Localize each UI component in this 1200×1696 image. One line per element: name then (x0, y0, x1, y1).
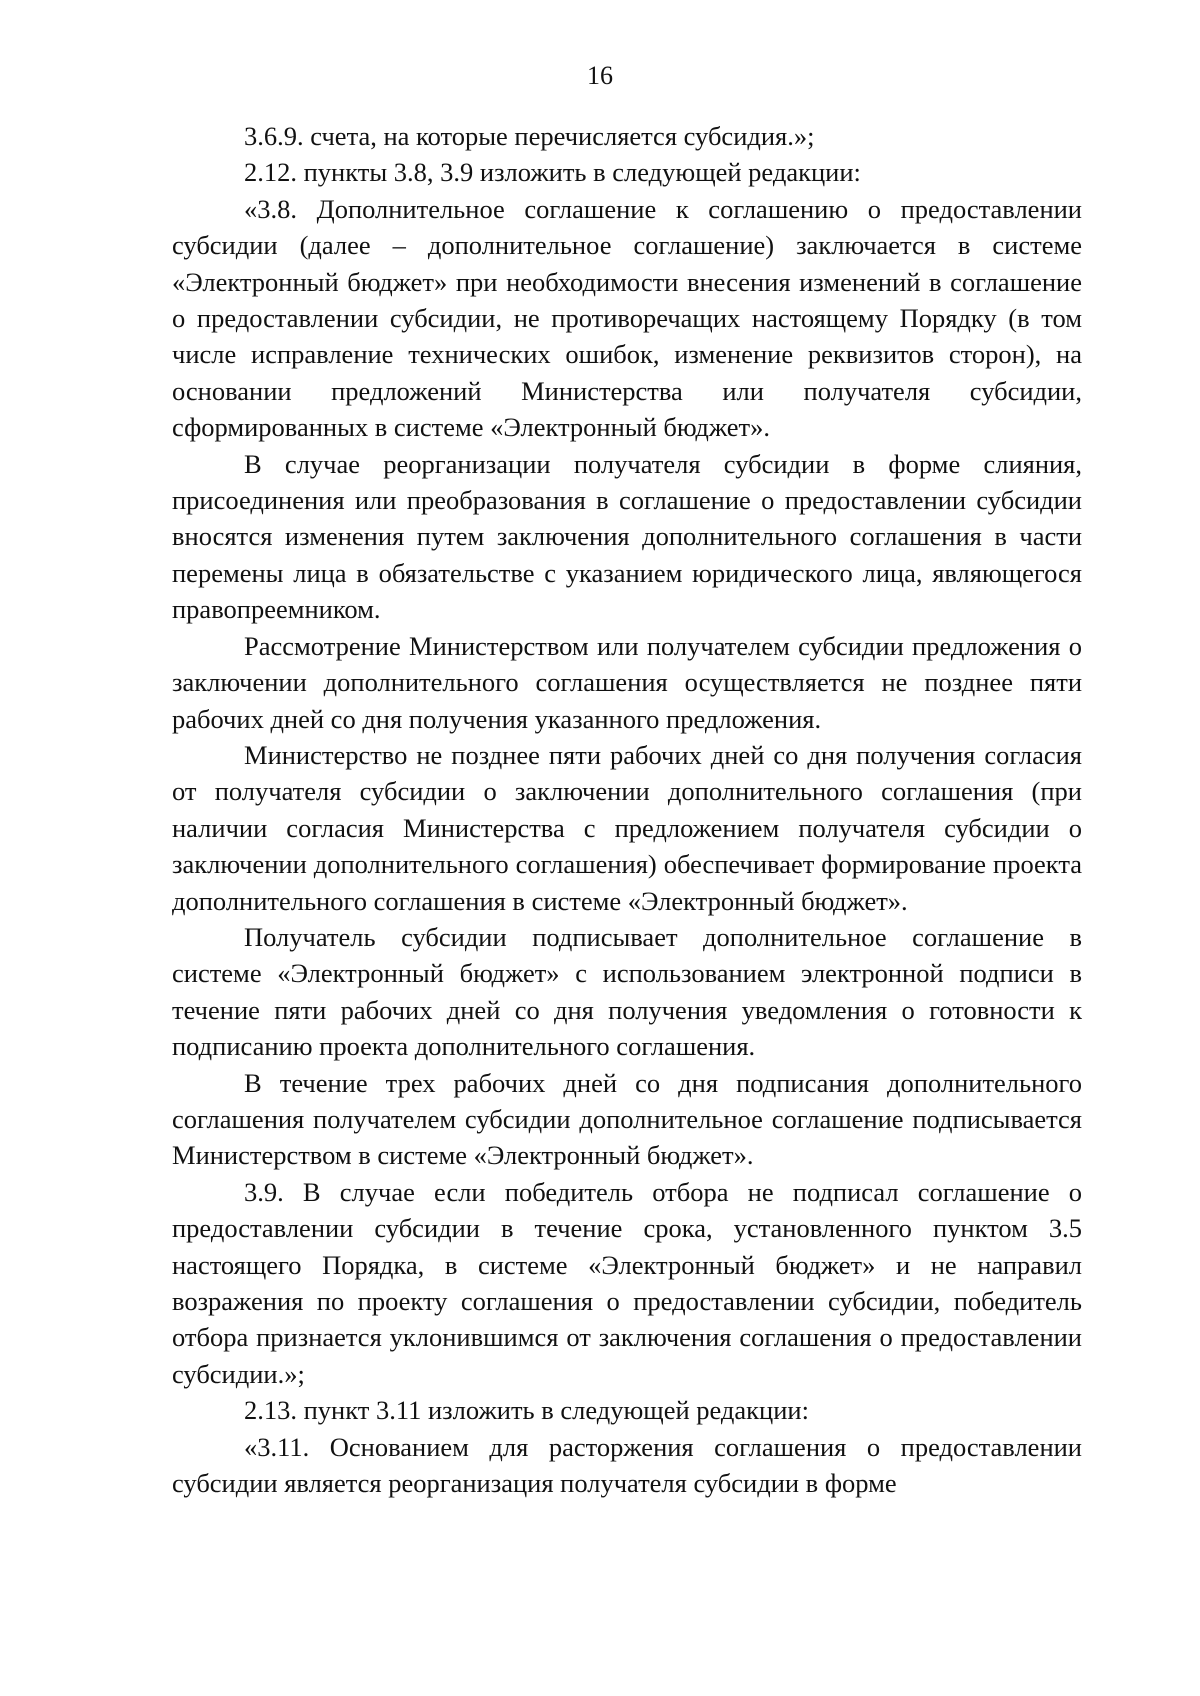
paragraph-recipient-signs: Получатель субсидии подписывает дополнительное соглашение в системе «Электронный бюджет» с использованием электронной подписи в течение пяти рабочих дней со дня получения уведомления о готовности к подписанию проекта дополнительного соглашения. (172, 921, 1082, 1062)
paragraph-reorganization: В случае реорганизации получателя субсидии в форме слияния, присоединения или преобразования в соглашение о предоставлении субсидии вносятся изменения путем заключения дополнительного соглашения в части перемены лица в обязательстве с указанием юридического лица, являющегося правопреемником. (172, 448, 1082, 625)
paragraph-3-6-9: 3.6.9. счета, на которые перечисляется субсидия.»; (244, 121, 815, 151)
paragraph-review-proposal: Рассмотрение Министерством или получателем субсидии предложения о заключении дополнительного соглашения осуществляется не позднее пяти рабочих дней со дня получения указанного предложения. (172, 630, 1082, 734)
paragraph-3-11: «3.11. Основанием для расторжения соглашения о предоставлении субсидии является реорганизация получателя субсидии в форме (172, 1431, 1082, 1499)
paragraph-2-13: 2.13. пункт 3.11 изложить в следующей редакции: (244, 1395, 809, 1426)
paragraph-2-12: 2.12. пункты 3.8, 3.9 изложить в следующей редакции: (244, 157, 861, 188)
paragraph-ministry-signs: В течение трех рабочих дней со дня подписания дополнительного соглашения получателем субсидии дополнительное соглашение подписывается Министерством в системе «Электронный бюджет». (172, 1067, 1082, 1171)
paragraph-ministry-draft: Министерство не позднее пяти рабочих дней со дня получения согласия от получателя субсидии о заключении дополнительного соглашения (при наличии согласия Министерства с предложением получателя субсидии о заключении дополнительного соглашения) обеспечивает формирование проекта дополнительного соглашения в системе «Электронный бюджет». (172, 739, 1082, 916)
document-body (172, 118, 1082, 1501)
paragraph-3-8: «3.8. Дополнительное соглашение к соглашению о предоставлении субсидии (далее – дополнительное соглашение) заключается в системе «Электронный бюджет» при необходимости внесения изменений в соглашение о предоставлении субсидии, не противоречащих настоящему Порядку (в том числе исправление технических ошибок, изменение реквизитов сторон), на основании предложений Министерства или получателя субсидии, сформированных в системе «Электронный бюджет». (172, 193, 1082, 443)
paragraph-3-9: 3.9. В случае если победитель отбора не подписал соглашение о предоставлении субсидии в течение срока, установленного пунктом 3.5 настоящего Порядка, в системе «Электронный бюджет» и не направил возражения по проекту соглашения о предоставлении субсидии, победитель отбора признается уклонившимся от заключения соглашения о предоставлении субсидии.»; (172, 1176, 1082, 1389)
page-number: 16 (587, 61, 613, 90)
